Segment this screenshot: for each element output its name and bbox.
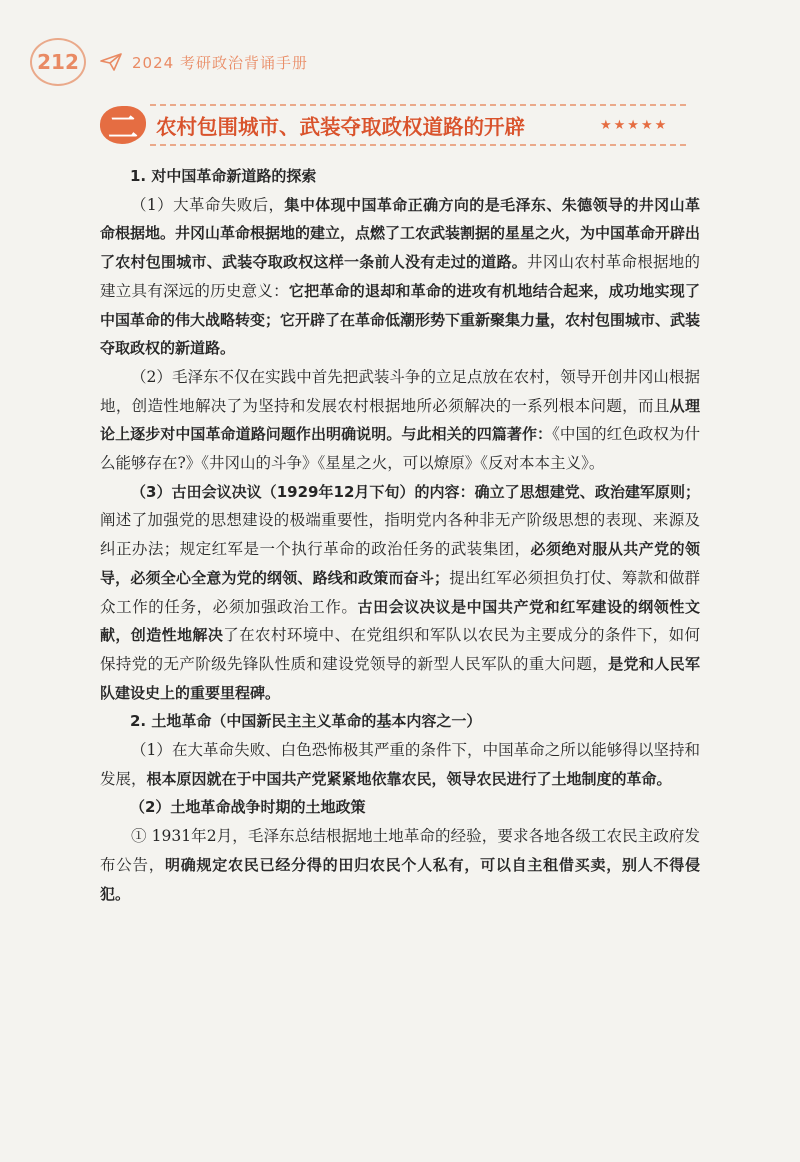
paragraph-1 (100, 191, 700, 363)
book-title: 2024 考研政治背诵手册 (132, 53, 308, 72)
paper-plane-icon (100, 53, 122, 71)
p3-bold-g: 是党和人民军队建设史上的重要里程碑。 (100, 654, 700, 702)
paragraph-5 (100, 822, 700, 908)
section-title-text: 农村包围城市、武装夺取政权道路的开辟 (156, 115, 525, 139)
p3-bold-e: 古田会议决议是中国共产党和红军建设的纲领性文献，创造性地解决 (100, 597, 700, 645)
paragraph-4 (100, 736, 700, 793)
dashed-rule-bottom (150, 144, 686, 146)
section-badge: 二 (100, 106, 146, 144)
p4-bold-b: 根本原因就在于中国共产党紧紧地依靠农民，领导农民进行了土地制度的革命。 (146, 769, 672, 788)
p2-bold-b: 从理论上逐步对中国革命道路问题作出明确说明。与此相关的四篇著作： (100, 396, 700, 444)
p3-bold-a: （3）古田会议决议（1929年12月下旬）的内容：确立了思想建党、政治建军原则； (131, 482, 700, 501)
p1-text-c: 井冈山农村革命根据地的建立具有深远的历史意义： (100, 253, 700, 300)
p1-bold-b: 集中体现中国革命正确方向的是毛泽东、朱德领导的井冈山革命根据地。井冈山革命根据地的建立，点燃了工农武装割据的星星之火，为中国革命开辟出了农村包围城市、武装夺取政权这样一条前人没有走过的道路。 (100, 195, 701, 272)
p3-bold-c: 必须绝对服从共产党的领导，必须全心全意为党的纲领、路线和政策而奋斗； (100, 540, 700, 587)
page-header (30, 38, 308, 86)
p2-text-a: （2）毛泽东不仅在实践中首先把武装斗争的立足点放在农村，领导开创井冈山根据地，创造性地解决了为坚持和发展农村根据地所必须解决的一系列根本问题，而且 (100, 367, 700, 415)
paragraph-2 (100, 363, 700, 478)
subheading-1: 1. 对中国革命新道路的探索 (130, 167, 317, 185)
p4-text-a: （1）在大革命失败、白色恐怖极其严重的条件下，中国革命之所以能够得以坚持和发展， (100, 741, 700, 788)
body-text (100, 162, 700, 908)
section-title (100, 104, 690, 148)
importance-stars: ★★★★★ (600, 118, 669, 133)
p3-text-d: 提出红军必须担负打仗、筹款和做群众工作的任务，必须加强政治工作。 (100, 568, 700, 616)
page-number-text: 212 (37, 50, 79, 74)
dashed-rule-top (150, 104, 686, 106)
p2-text-c: 《中国的红色政权为什么能够存在?》《井冈山的斗争》《星星之火，可以燎原》《反对本本主义》。 (100, 425, 700, 473)
p1-text-a: （1）大革命失败后， (131, 195, 285, 214)
p3-text-f: 了在农村环境中、在党组织和军队以农民为主要成分的条件下，如何保持党的无产阶级先锋队性质和建设党领导的新型人民军队的重大问题， (100, 626, 700, 673)
page-number (30, 38, 86, 86)
subheading-3: （2）土地革命战争时期的土地政策 (130, 798, 366, 817)
p1-bold-d: 它把革命的退却和革命的进攻有机地结合起来，成功地实现了中国革命的伟大战略转变；它开辟了在革命低潮形势下重新聚集力量，农村包围城市、武装夺取政权的新道路。 (100, 281, 701, 358)
p5-bold-b: 明确规定农民已经分得的田归农民个人私有，可以自主租借买卖，别人不得侵犯。 (100, 855, 700, 903)
subheading-2: 2. 土地革命（中国新民主主义革命的基本内容之一） (130, 712, 482, 731)
paragraph-3 (100, 478, 700, 708)
p3-text-b: 阐述了加强党的思想建设的极端重要性，指明党内各种非无产阶级思想的表现、来源及纠正办法；规定红军是一个执行革命的政治任务的武装集团， (100, 511, 700, 559)
p5-text-a: ① 1931年2月，毛泽东总结根据地土地革命的经验，要求各地各级工农民主政府发布公告， (100, 827, 700, 874)
